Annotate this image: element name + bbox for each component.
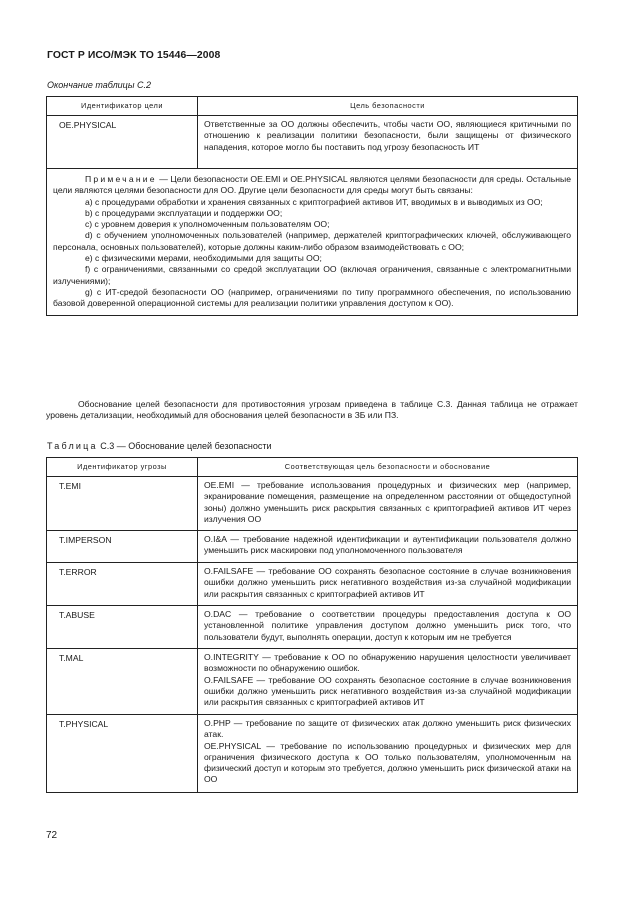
table-c3-title-text: С.3 — Обоснование целей безопасности [97, 441, 272, 451]
threat-id-cell: T.ERROR [47, 563, 198, 606]
table-c2-column-header: Цель безопасности [198, 97, 578, 116]
page-number: 72 [46, 830, 58, 841]
rationale-paragraph: O.FAILSAFE — требование ОО сохранять безопасное состояние в случае возникновения ошибки должно уменьшить риск негативного воздействия из-за случайной модификации или раскрытия связанных с криптографией активов ИТ [204, 566, 571, 599]
threat-id-cell: T.ABUSE [47, 606, 198, 649]
table-row [47, 715, 578, 793]
table-c3 [46, 457, 578, 793]
table-row [47, 606, 578, 649]
table-c2-header-row [47, 97, 578, 116]
note-intro-text: — Цели безопасности OE.EMI и OE.PHYSICAL являются целями безопасности для среды. Остальные цели являются целями безопасности для ОО. Другие цели безопасности для среды могут быть связаны: [53, 174, 571, 196]
table-c3-title [47, 441, 271, 452]
table-row [47, 563, 578, 606]
note-item: g) с ИТ-средой безопасности ОО (например, ограничениями по типу программного обеспечения, по использованию базовой доверенной операционной системы для реализации политики управления доступом к ОО). [53, 286, 571, 309]
rationale-cell [198, 477, 578, 531]
table-c2-note [47, 169, 578, 316]
table-row [47, 477, 578, 531]
table-c3-header-row [47, 458, 578, 477]
body-paragraph: Обоснование целей безопасности для противостояния угрозам приведена в таблице С.3. Данная таблица не отражает уровень детализации, необходимый для обоснования целей безопасности в ЗБ или ПЗ. [46, 399, 578, 421]
rationale-cell [198, 563, 578, 606]
table-c2-column-header: Идентификатор цели [47, 97, 198, 116]
table-row [47, 116, 578, 169]
table-c3-column-header: Соответствующая цель безопасности и обоснование [198, 458, 578, 477]
table-c2-note-row [47, 169, 578, 316]
table-c2-id-cell: OE.PHYSICAL [47, 116, 198, 169]
rationale-paragraph: O.I&A — требование надежной идентификации и аутентификации пользователя должно уменьшить риск маскировки под уполномоченного пользователя [204, 534, 571, 556]
note-item: d) с обучением уполномоченных пользователей (например, держателей криптографических ключей, обслуживающего персонала, основных пользователей), которые должны каким-либо образом взаимодействовать с ОО; [53, 230, 571, 252]
rationale-paragraph: O.DAC — требование о соответствии процедуры предоставления доступа к ОО установленной политике управления доступом должно уменьшить риск того, что пользователи будут, выполнять операции, доступ к которым им не требуется [204, 609, 571, 642]
note-item: а) с процедурами обработки и хранения связанных с криптографией активов ИТ, вводимых в и выводимых из ОО; [85, 196, 543, 207]
table-c3-title-label: Таблица [47, 441, 98, 451]
rationale-paragraph: OE.PHYSICAL — требование по использованию процедурных и физических мер для ограничения физического доступа к ОО только пользователям, уполномоченным на физический доступ и которым это требуется, должно уменьшить риск физической атаки на ОО [204, 740, 571, 785]
rationale-cell [198, 531, 578, 563]
document-header-title: ГОСТ Р ИСО/МЭК ТО 15446—2008 [47, 50, 221, 61]
threat-id-cell: T.IMPERSON [47, 531, 198, 563]
note-label: Примечание [85, 174, 157, 184]
note-item: b) с процедурами эксплуатации и поддержки ОО; [85, 207, 283, 218]
rationale-cell [198, 649, 578, 715]
note-item: f) с ограничениями, связанными со средой эксплуатации ОО (включая ограничения, связанные с электромагнитными излучениями); [53, 264, 571, 286]
rationale-cell [198, 606, 578, 649]
rationale-paragraph: O.PHP — требование по защите от физических атак должно уменьшить риск физических атак. [204, 718, 571, 740]
rationale-paragraph: O.INTEGRITY — требование к ОО по обнаружению нарушения целостности увеличивает возможности по обнаружению ошибок. [204, 652, 571, 674]
table-c2-continuation-caption: Окончание таблицы С.2 [47, 80, 151, 90]
rationale-paragraph: O.FAILSAFE — требование ОО сохранять безопасное состояние в случае возникновения ошибки должно уменьшить риск негативного воздействия из-за случайной модификации или раскрытия связанных с криптографией активов ИТ [204, 674, 571, 708]
note-item: e) с физическими мерами, необходимыми для защиты ОО; [85, 253, 322, 264]
table-row [47, 531, 578, 563]
table-c2-text-cell: Ответственные за ОО должны обеспечить, чтобы части ОО, являющиеся критичными по отношению к реализации политики безопасности, были защищены от физического нападения, которое могло бы поставить под угрозу безопасность ИТ [198, 116, 578, 169]
note-intro [53, 174, 571, 197]
rationale-cell [198, 715, 578, 793]
table-c3-column-header: Идентификатор угрозы [47, 458, 198, 477]
table-row [47, 649, 578, 715]
threat-id-cell: T.MAL [47, 649, 198, 715]
rationale-paragraph: OE.EMI — требование использования процедурных и физических мер (например, экранирование помещения, размещение на определенном расстоянии от общедоступной зоны) должно уменьшить риск раскрытия связанных с криптографией активов ИТ через излучения ОО [204, 480, 571, 524]
table-c2 [46, 96, 578, 316]
threat-id-cell: T.PHYSICAL [47, 715, 198, 793]
threat-id-cell: T.EMI [47, 477, 198, 531]
note-item: c) с уровнем доверия к уполномоченным пользователям ОО; [85, 219, 330, 230]
